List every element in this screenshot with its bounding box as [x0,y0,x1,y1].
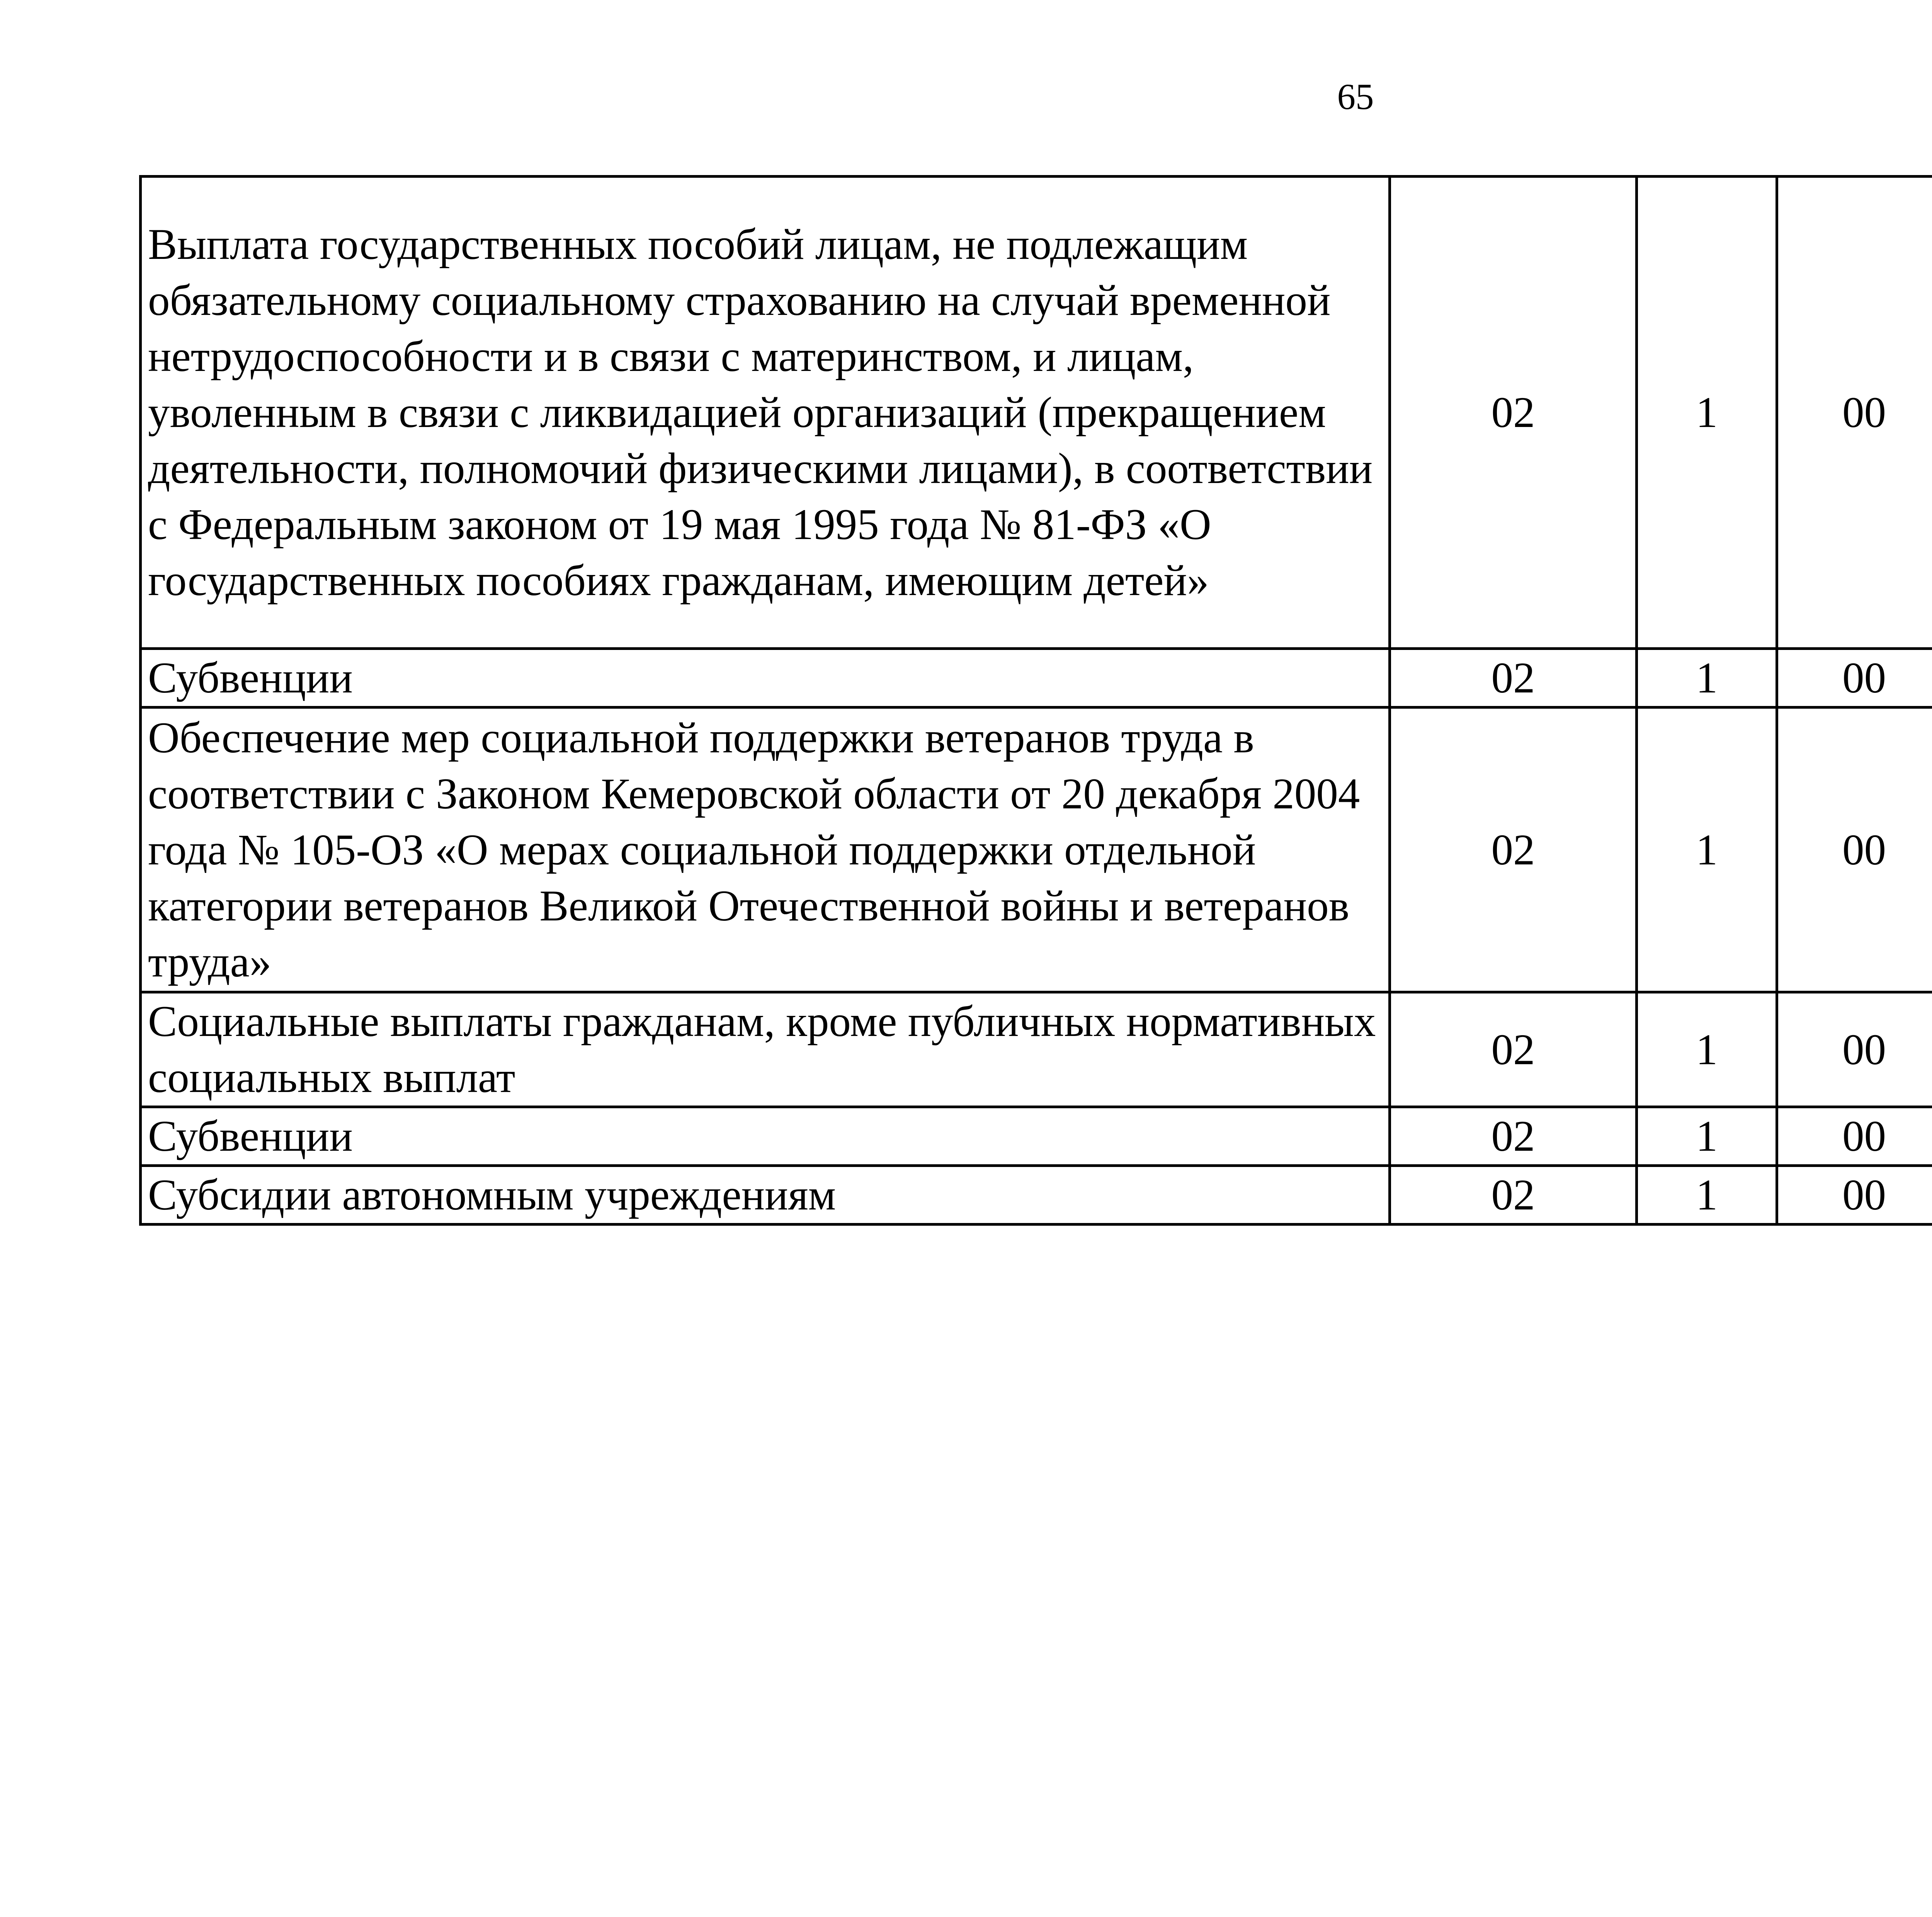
subprogram-cell: 00 [1777,992,1932,1107]
table-row [141,708,1932,992]
subprogram-cell: 00 [1777,649,1932,708]
row-name-cell: Субсидии автономным учреждениям [141,1166,1390,1225]
section-cell: 02 [1390,649,1637,708]
budget-table [139,175,1932,1226]
section-cell: 02 [1390,1107,1637,1166]
table-row [141,1107,1932,1166]
subprogram-cell: 00 [1777,1166,1932,1225]
section-cell: 02 [1390,992,1637,1107]
table-row [141,649,1932,708]
program-cell: 1 [1637,1107,1777,1166]
row-name-cell: Субвенции [141,649,1390,708]
row-name-cell: Выплата государственных пособий лицам, не подлежащим обязательному социальному страхованию на случай временной нетрудоспособности и в связи с материнством, и лицам, уволенным в связи с ликвидацией организаций (прекращением деятельности, полномочий физическими лицами), в соответствии с Федеральным законом от 19 мая 1995 года № 81-ФЗ «О государственных пособиях гражданам, имеющим детей» [141,177,1390,649]
subprogram-cell: 00 [1777,708,1932,992]
section-cell: 02 [1390,177,1637,649]
section-cell: 02 [1390,708,1637,992]
program-cell: 1 [1637,1166,1777,1225]
program-cell: 1 [1637,177,1777,649]
table-row [141,177,1932,649]
subprogram-cell: 00 [1777,1107,1932,1166]
program-cell: 1 [1637,708,1777,992]
program-cell: 1 [1637,649,1777,708]
row-name-cell: Социальные выплаты гражданам, кроме публичных нормативных социальных выплат [141,992,1390,1107]
table-row [141,992,1932,1107]
row-name-cell: Субвенции [141,1107,1390,1166]
subprogram-cell: 00 [1777,177,1932,649]
page-number: 65 [1337,76,1374,117]
section-cell: 02 [1390,1166,1637,1225]
program-cell: 1 [1637,992,1777,1107]
table-row [141,1166,1932,1225]
row-name-cell: Обеспечение мер социальной поддержки ветеранов труда в соответствии с Законом Кемеровской области от 20 декабря 2004 года № 105-ОЗ «О мерах социальной поддержки отдельной категории ветеранов Великой Отечественной войны и ветеранов труда» [141,708,1390,992]
